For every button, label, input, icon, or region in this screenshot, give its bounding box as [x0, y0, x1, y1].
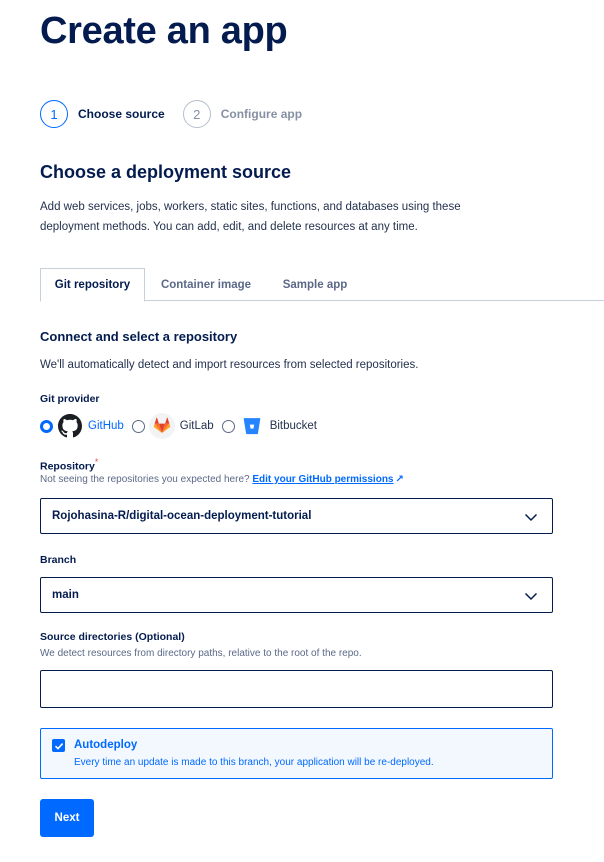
connect-title: Connect and select a repository — [40, 329, 238, 344]
provider-name: Bitbucket — [269, 420, 317, 432]
connect-description: We'll automatically detect and import resources from selected repositories. — [40, 359, 419, 371]
checkmark-icon — [54, 741, 64, 751]
repository-label-text: Repository — [40, 460, 95, 473]
required-mark: * — [94, 457, 99, 467]
tab-sample-app[interactable]: Sample app — [282, 278, 348, 291]
source-directories-hint: We detect resources from directory paths, relative to the root of the repo. — [40, 648, 362, 659]
provider-option-bitbucket[interactable] — [222, 413, 317, 439]
source-tabs — [40, 268, 604, 301]
source-directories-label: Source directories (Optional) — [40, 631, 185, 643]
chevron-down-icon — [524, 510, 538, 529]
repository-hint — [40, 474, 404, 485]
section-title: Choose a deployment source — [40, 162, 292, 182]
tab-container-image[interactable]: Container image — [160, 278, 252, 291]
autodeploy-checkbox[interactable] — [52, 739, 65, 752]
github-icon — [57, 413, 83, 439]
gitlab-icon — [149, 413, 175, 439]
autodeploy-title: Autodeploy — [74, 739, 138, 751]
git-provider-label: Git provider — [40, 393, 100, 405]
chevron-down-icon — [524, 589, 538, 608]
link-text: Edit your GitHub permissions — [252, 474, 394, 485]
bitbucket-radio[interactable] — [222, 420, 235, 433]
branch-label: Branch — [40, 554, 77, 566]
provider-name: GitLab — [179, 420, 214, 432]
autodeploy-option[interactable] — [40, 728, 553, 779]
branch-value: main — [52, 589, 79, 601]
repository-label — [40, 457, 98, 473]
stepper — [40, 100, 320, 128]
section-description: Add web services, jobs, workers, static sites, functions, and databases using these deployment methods. You can add, edit, and delete resources at any time. — [40, 201, 461, 233]
source-directories-input[interactable] — [40, 670, 553, 708]
next-button[interactable]: Next — [40, 799, 94, 837]
github-radio[interactable] — [40, 420, 53, 433]
autodeploy-description: Every time an update is made to this branch, your application will be re-deployed. — [74, 757, 434, 768]
provider-name: GitHub — [88, 420, 124, 432]
branch-select[interactable] — [40, 577, 553, 613]
repository-select[interactable] — [40, 498, 553, 534]
step-number: 1 — [40, 100, 68, 128]
repository-hint-text: Not seeing the repositories you expected here? — [40, 474, 250, 485]
step-choose-source — [40, 100, 165, 128]
gitlab-radio[interactable] — [132, 420, 145, 433]
external-link-icon: ↗ — [395, 474, 404, 485]
step-number: 2 — [183, 100, 211, 128]
git-provider-group — [40, 412, 325, 440]
bitbucket-icon — [239, 413, 265, 439]
edit-github-permissions-link[interactable] — [252, 474, 404, 485]
page-title: Create an app — [40, 10, 288, 52]
provider-option-gitlab[interactable] — [132, 413, 214, 439]
repository-value: Rojohasina-R/digital-ocean-deployment-tutorial — [52, 510, 312, 522]
step-configure-app — [183, 100, 302, 128]
provider-option-github[interactable] — [40, 413, 124, 439]
step-label: Configure app — [220, 107, 303, 121]
step-label: Choose source — [78, 107, 165, 121]
tab-git-repository[interactable]: Git repository — [40, 268, 145, 302]
